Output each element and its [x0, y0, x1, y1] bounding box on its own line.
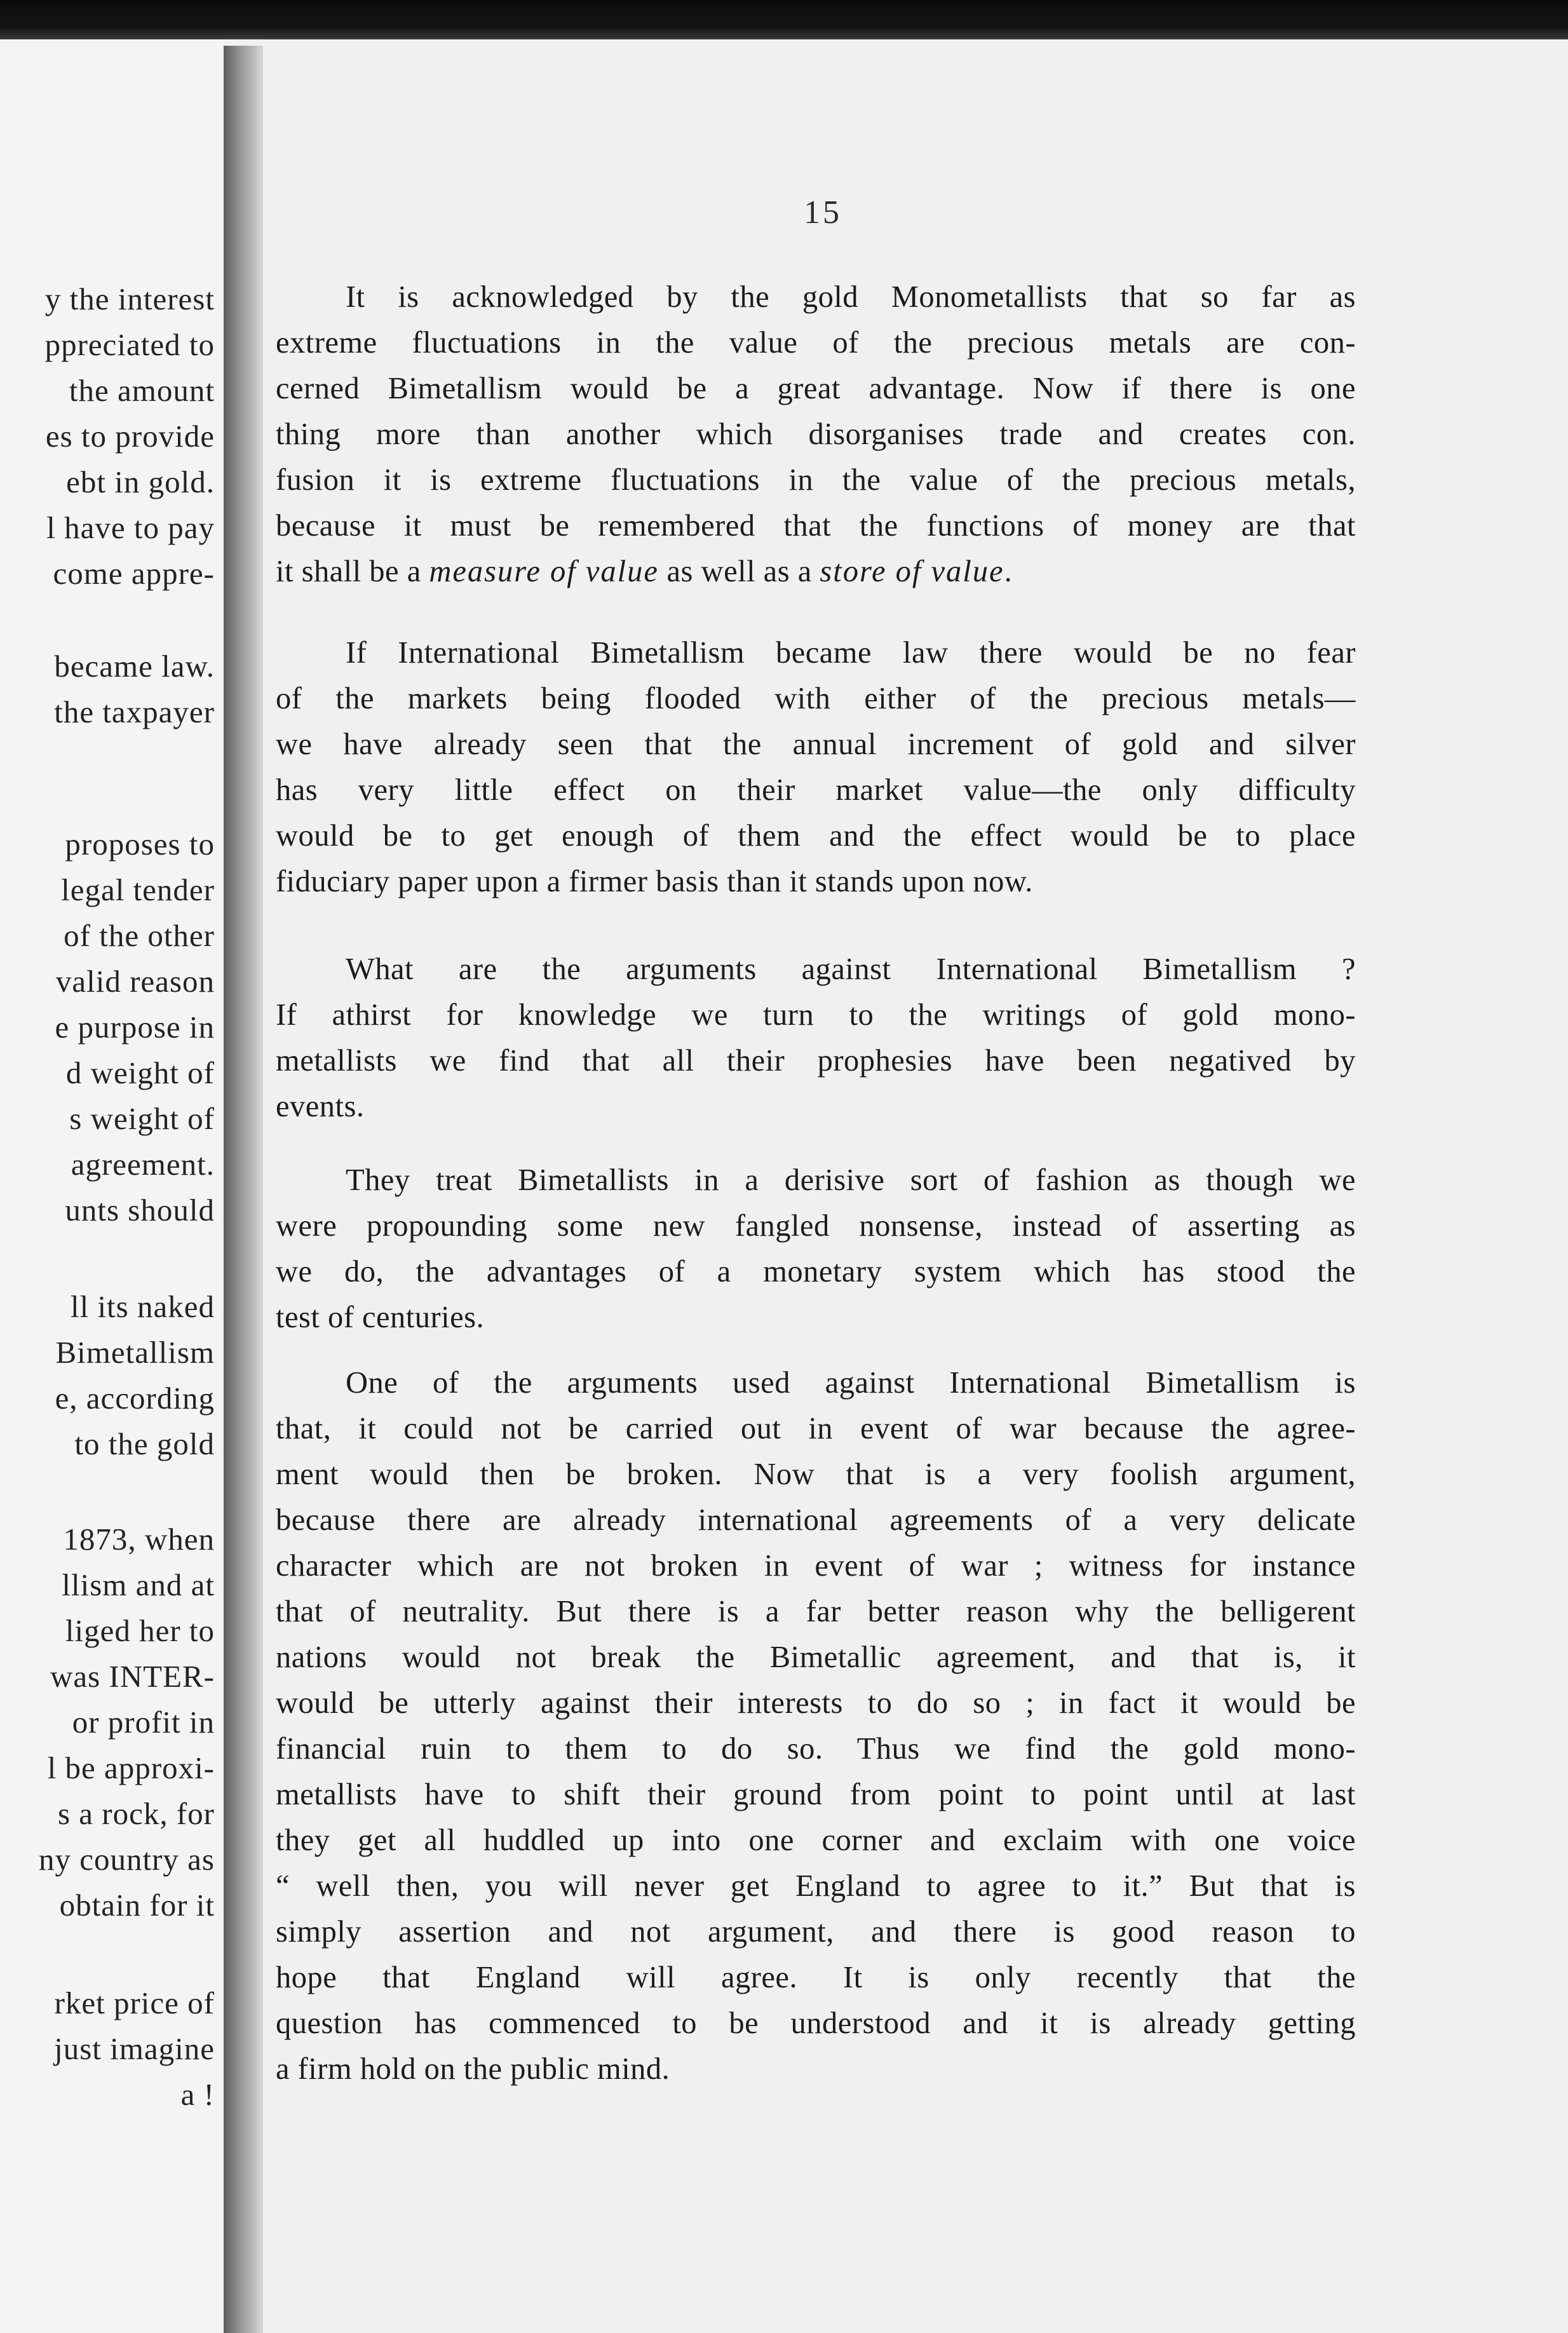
- left-fragment-line: ny country as: [39, 1842, 215, 1877]
- left-fragment-line: rket price of: [54, 1985, 215, 2020]
- text-line: were propounding some new fangled nonsense, instead of asserting as: [276, 1209, 1356, 1243]
- left-fragment-line: s a rock, for: [57, 1796, 215, 1831]
- text-line: question has commenced to be understood and it is already getting: [276, 2006, 1356, 2040]
- italic-phrase-measure-of-value: measure of value: [429, 555, 659, 588]
- text-line: character which are not broken in event of war ; witness for instance: [276, 1549, 1356, 1583]
- text-line: cerned Bimetallism would be a great advantage. Now if there is one: [276, 372, 1356, 405]
- left-fragment-line: became law.: [54, 649, 215, 684]
- left-fragment-line: y the interest: [44, 281, 215, 316]
- left-fragment-line: ll its naked: [70, 1289, 215, 1324]
- left-fragment-line: l have to pay: [46, 510, 215, 545]
- left-fragment-line: liged her to: [65, 1613, 215, 1648]
- text-line: It is acknowledged by the gold Monometallists that so far as: [346, 280, 1356, 314]
- text-line: If International Bimetallism became law there would be no fear: [346, 636, 1356, 670]
- text-line: they get all huddled up into one corner and exclaim with one voice: [276, 1823, 1356, 1857]
- text-line: that of neutrality. But there is a far better reason why the belligerent: [276, 1595, 1356, 1628]
- left-fragment-line: come appre-: [53, 556, 215, 591]
- text-line: hope that England will agree. It is only recently that the: [276, 1961, 1356, 1994]
- text-line: What are the arguments against International Bimetallism ?: [346, 952, 1356, 986]
- book-spine-gutter: [224, 46, 263, 2333]
- left-fragment-line: proposes to: [65, 827, 215, 862]
- text-run: .: [1004, 555, 1013, 588]
- left-fragment-line: unts should: [65, 1193, 215, 1227]
- left-fragment-line: e purpose in: [55, 1010, 215, 1045]
- left-fragment-line: d weight of: [65, 1055, 215, 1090]
- left-fragment-line: just imagine: [54, 2031, 215, 2066]
- left-fragment-line: or profit in: [72, 1705, 215, 1740]
- paragraph-5: [276, 1360, 1356, 2092]
- text-line: would be to get enough of them and the effect would be to place: [276, 819, 1356, 853]
- text-line: fiduciary paper upon a firmer basis than it stands upon now.: [276, 865, 1033, 898]
- left-fragment-line: valid reason: [55, 964, 215, 999]
- text-line: of the markets being flooded with either of the precious metals—: [276, 682, 1356, 715]
- text-line: metallists we find that all their prophesies have been negatived by: [276, 1044, 1356, 1078]
- italic-phrase-store-of-value: store of value: [820, 555, 1004, 588]
- paragraph-4: [276, 1158, 1356, 1341]
- text-line: fusion it is extreme fluctuations in the value of the precious metals,: [276, 463, 1356, 497]
- text-line: metallists have to shift their ground from point to point until at last: [276, 1778, 1356, 1811]
- left-fragment-line: llism and at: [62, 1567, 215, 1602]
- paragraph-1: [276, 274, 1356, 595]
- text-run: it shall be a: [276, 555, 429, 588]
- left-fragment-line: of the other: [64, 918, 215, 953]
- left-fragment-line: a !: [180, 2077, 215, 2112]
- text-line: “ well then, you will never get England to agree to it.” But that is: [276, 1869, 1356, 1903]
- text-line: we have already seen that the annual increment of gold and silver: [276, 727, 1356, 761]
- left-fragment-line: obtain for it: [59, 1888, 215, 1923]
- text-line: would be utterly against their interests to do so ; in fact it would be: [276, 1686, 1356, 1720]
- left-fragment-line: l be approxi-: [47, 1750, 215, 1785]
- text-line: a firm hold on the public mind.: [276, 2052, 670, 2086]
- left-fragment-line: ppreciated to: [44, 327, 215, 362]
- page-number: 15: [804, 194, 842, 231]
- left-fragment-line: legal tender: [61, 872, 215, 907]
- text-line: extreme fluctuations in the value of the precious metals are con-: [276, 326, 1356, 360]
- text-line: They treat Bimetallists in a derisive sort of fashion as though we: [346, 1163, 1356, 1197]
- left-fragment-line: 1873, when: [63, 1522, 215, 1557]
- text-line: simply assertion and not argument, and there is good reason to: [276, 1915, 1356, 1949]
- text-line: because it must be remembered that the functions of money are that: [276, 509, 1356, 543]
- left-fragment-line: the taxpayer: [54, 694, 215, 729]
- text-line: has very little effect on their market value—the only difficulty: [276, 773, 1356, 807]
- text-line-with-italics: [276, 549, 1356, 595]
- text-line: ment would then be broken. Now that is a very foolish argument,: [276, 1457, 1356, 1491]
- text-line: events.: [276, 1090, 365, 1123]
- left-fragment-line: was INTER-: [50, 1659, 215, 1694]
- left-fragment-line: to the gold: [74, 1426, 215, 1461]
- scan-top-border: [0, 0, 1568, 39]
- left-fragment-line: es to provide: [45, 419, 215, 454]
- text-line: One of the arguments used against International Bimetallism is: [346, 1366, 1356, 1400]
- left-page-fragment: [0, 39, 224, 2333]
- text-line: that, it could not be carried out in event of war because the agree-: [276, 1412, 1356, 1445]
- left-fragment-line: agreement.: [71, 1147, 215, 1182]
- left-fragment-line: e, according: [55, 1381, 215, 1416]
- paragraph-3: [276, 947, 1356, 1130]
- paragraph-2: [276, 630, 1356, 905]
- left-fragment-line: ebt in gold.: [66, 464, 215, 499]
- left-fragment-line: the amount: [69, 373, 215, 408]
- text-line: thing more than another which disorganises trade and creates con.: [276, 417, 1356, 451]
- text-line: we do, the advantages of a monetary system which has stood the: [276, 1255, 1356, 1288]
- text-run: as well as a: [658, 555, 820, 588]
- text-line: because there are already international agreements of a very delicate: [276, 1503, 1356, 1537]
- text-line: nations would not break the Bimetallic agreement, and that is, it: [276, 1640, 1356, 1674]
- left-fragment-line: s weight of: [69, 1101, 215, 1136]
- text-line: If athirst for knowledge we turn to the writings of gold mono-: [276, 998, 1356, 1032]
- left-fragment-line: Bimetallism: [55, 1335, 215, 1370]
- text-line: test of centuries.: [276, 1301, 485, 1334]
- text-line: financial ruin to them to do so. Thus we find the gold mono-: [276, 1732, 1356, 1766]
